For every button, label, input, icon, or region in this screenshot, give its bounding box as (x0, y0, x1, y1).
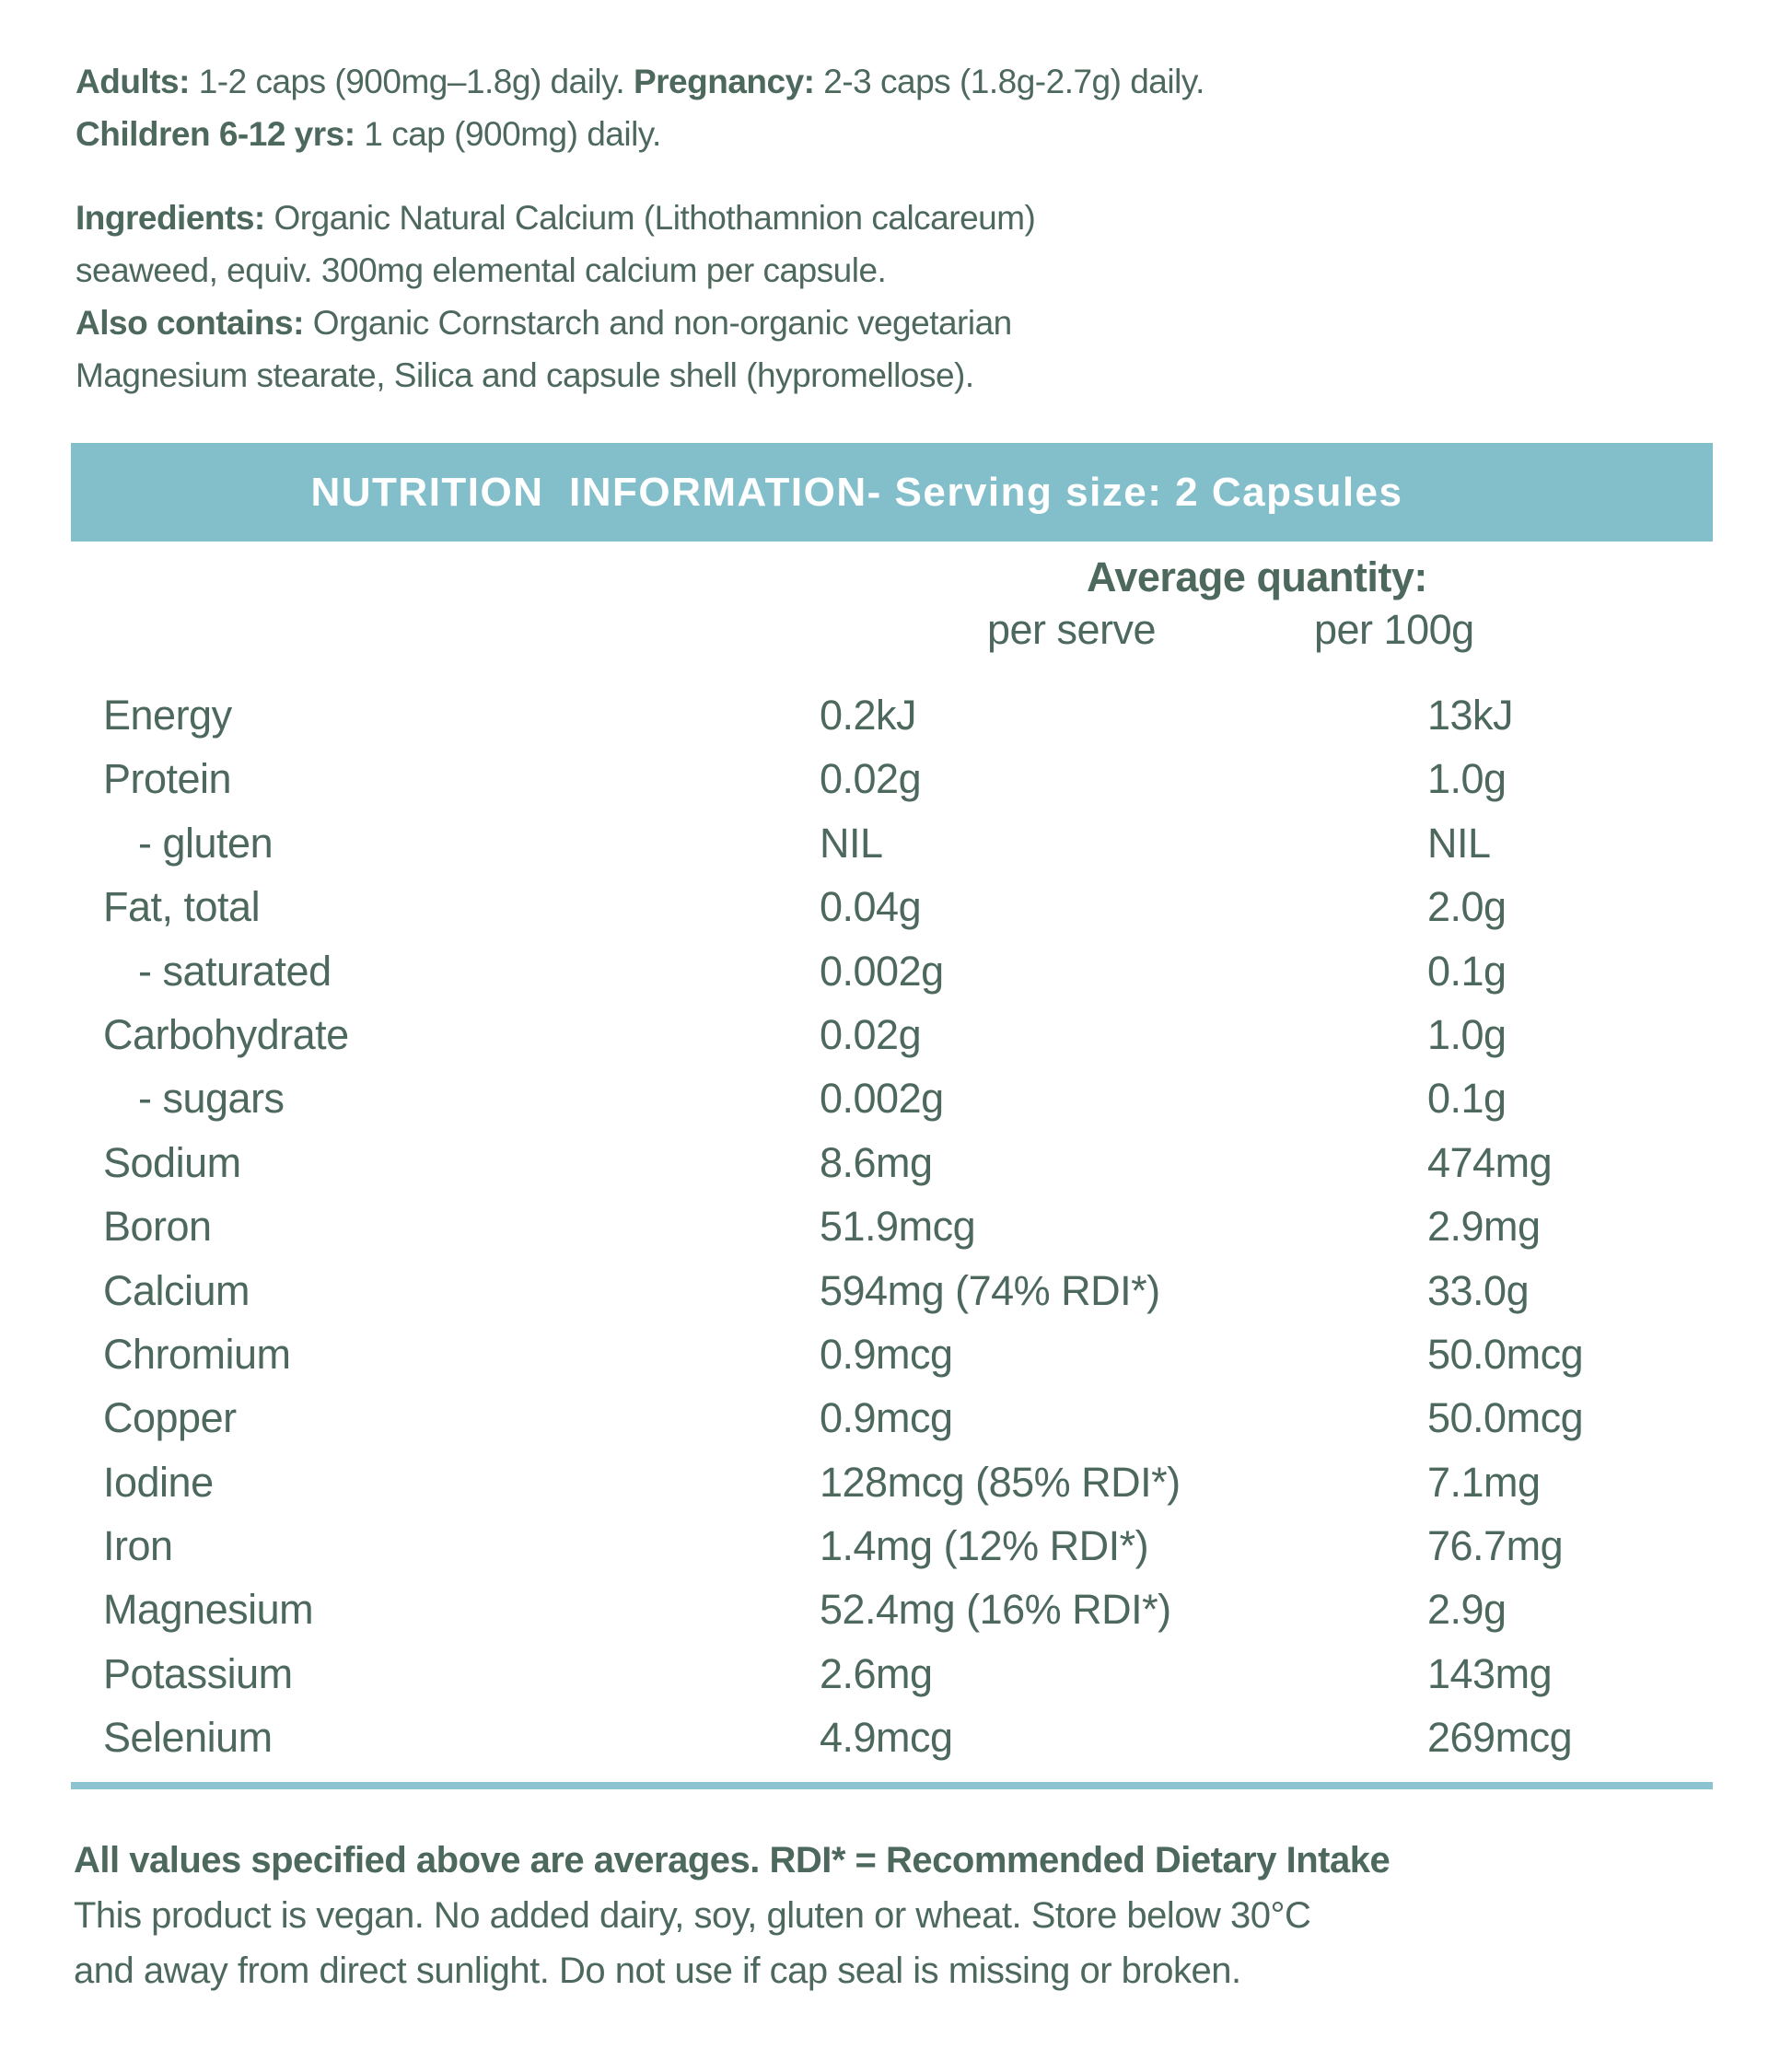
value-per-serve: 52.4mg (16% RDI*) (820, 1586, 1171, 1634)
col-header-per-serve: per serve (987, 606, 1157, 653)
value-per-serve: 594mg (74% RDI*) (820, 1266, 1160, 1314)
nutrient-label: - saturated (138, 947, 332, 995)
also-contains-text: Organic Cornstarch and non-organic vegetarian (303, 304, 1012, 342)
nutrient-label: Energy (103, 692, 232, 739)
divider-line (71, 1782, 1713, 1789)
nutrient-label: Potassium (103, 1649, 293, 1697)
nutrition-header-bar (71, 443, 1713, 541)
value-per-100g: 13kJ (1427, 692, 1514, 739)
value-per-100g: 2.9g (1427, 1586, 1507, 1634)
value-per-100g: 0.1g (1427, 947, 1507, 995)
nutrient-label: Selenium (103, 1714, 273, 1762)
value-per-100g: 1.0g (1427, 1010, 1507, 1058)
value-per-serve: 8.6mg (820, 1138, 933, 1186)
nutrient-label: Iron (103, 1522, 173, 1570)
value-per-100g: 76.7mg (1427, 1522, 1564, 1570)
footer-averages-note: All values specified above are averages. RDI* = Recommended Dietary Intake (74, 1840, 1391, 1881)
value-per-serve: 2.6mg (820, 1649, 933, 1697)
value-per-serve: 0.2kJ (820, 692, 917, 739)
value-per-serve: NIL (820, 819, 883, 867)
dosage-line-adults (76, 55, 1204, 108)
value-per-100g: 2.9mg (1427, 1203, 1541, 1251)
value-per-100g: 1.0g (1427, 755, 1507, 803)
value-per-100g: 143mg (1427, 1649, 1553, 1697)
pregnancy-text: 2-3 caps (1.8g-2.7g) daily. (814, 63, 1204, 100)
table-row (0, 1259, 1792, 1322)
children-label: Children 6-12 yrs: (76, 115, 355, 153)
nutrient-label: Boron (103, 1203, 212, 1251)
value-per-serve: 128mcg (85% RDI*) (820, 1458, 1181, 1506)
ingredients-line-2: seaweed, equiv. 300mg elemental calcium per capsule. (76, 251, 887, 289)
value-per-serve: 51.9mcg (820, 1203, 976, 1251)
table-row (0, 1578, 1792, 1641)
footer-notes (74, 1833, 1390, 1998)
avg-quantity-header: Average quantity: (1087, 553, 1427, 600)
table-row (0, 1194, 1792, 1258)
nutrient-label: - gluten (138, 819, 273, 867)
nutrient-label: Protein (103, 755, 232, 803)
table-row (0, 1386, 1792, 1450)
value-per-serve: 0.9mcg (820, 1330, 953, 1378)
value-per-serve: 0.02g (820, 1010, 922, 1058)
value-per-100g: 0.1g (1427, 1075, 1507, 1123)
nutrient-label: Copper (103, 1394, 237, 1442)
table-row (0, 939, 1792, 1003)
nutrient-label: Magnesium (103, 1586, 314, 1634)
nutrient-label: Sodium (103, 1138, 241, 1186)
table-row (0, 1642, 1792, 1706)
value-per-100g: 50.0mcg (1427, 1330, 1584, 1378)
table-row (0, 1003, 1792, 1066)
value-per-serve: 0.02g (820, 755, 922, 803)
table-row (0, 683, 1792, 747)
adults-label: Adults: (76, 63, 190, 100)
nutrient-label: Iodine (103, 1458, 214, 1506)
value-per-100g: 474mg (1427, 1138, 1553, 1186)
table-rows (0, 683, 1792, 1770)
value-per-serve: 1.4mg (12% RDI*) (820, 1522, 1149, 1570)
table-row (0, 747, 1792, 810)
table-row (0, 1514, 1792, 1578)
ingredients-line-1 (76, 192, 1035, 244)
table-row (0, 1131, 1792, 1194)
value-per-serve: 0.002g (820, 1075, 944, 1123)
table-row (0, 875, 1792, 938)
ingredients-block (76, 192, 1035, 402)
ingredients-line-4: Magnesium stearate, Silica and capsule shell (hypromellose). (76, 356, 974, 394)
nutrient-label: Fat, total (103, 883, 261, 931)
ingredients-label: Ingredients: (76, 199, 265, 237)
value-per-100g: 269mcg (1427, 1714, 1573, 1762)
value-per-100g: 50.0mcg (1427, 1394, 1584, 1442)
pregnancy-label: Pregnancy: (633, 63, 815, 100)
col-header-per-100g: per 100g (1314, 606, 1474, 653)
also-contains-label: Also contains: (76, 304, 304, 342)
value-per-100g: NIL (1427, 819, 1491, 867)
adults-text: 1-2 caps (900mg–1.8g) daily. (189, 63, 634, 100)
nutrition-header-title: NUTRITION INFORMATION- Serving size: 2 Capsules (310, 469, 1403, 515)
footer-storage-note: and away from direct sunlight. Do not use if cap seal is missing or broken. (74, 1950, 1241, 1991)
value-per-serve: 0.04g (820, 883, 922, 931)
children-text: 1 cap (900mg) daily. (355, 115, 661, 153)
table-row (0, 1322, 1792, 1386)
value-per-100g: 33.0g (1427, 1266, 1530, 1314)
nutrient-label: Chromium (103, 1330, 291, 1378)
table-row (0, 1706, 1792, 1769)
nutrient-label: Carbohydrate (103, 1010, 349, 1058)
footer-vegan-note: This product is vegan. No added dairy, soy, gluten or wheat. Store below 30°C (74, 1895, 1311, 1936)
value-per-serve: 0.9mcg (820, 1394, 953, 1442)
dosage-directions (76, 55, 1204, 160)
value-per-serve: 4.9mcg (820, 1714, 953, 1762)
table-row (0, 1066, 1792, 1130)
nutrient-label: Calcium (103, 1266, 250, 1314)
value-per-100g: 7.1mg (1427, 1458, 1541, 1506)
ingredients-line-3 (76, 297, 1035, 349)
value-per-100g: 2.0g (1427, 883, 1507, 931)
table-row (0, 811, 1792, 875)
value-per-serve: 0.002g (820, 947, 944, 995)
table-row (0, 1450, 1792, 1514)
ingredients-text-1: Organic Natural Calcium (Lithothamnion calcareum) (264, 199, 1036, 237)
nutrient-label: - sugars (138, 1075, 285, 1123)
dosage-line-children (76, 108, 1204, 160)
